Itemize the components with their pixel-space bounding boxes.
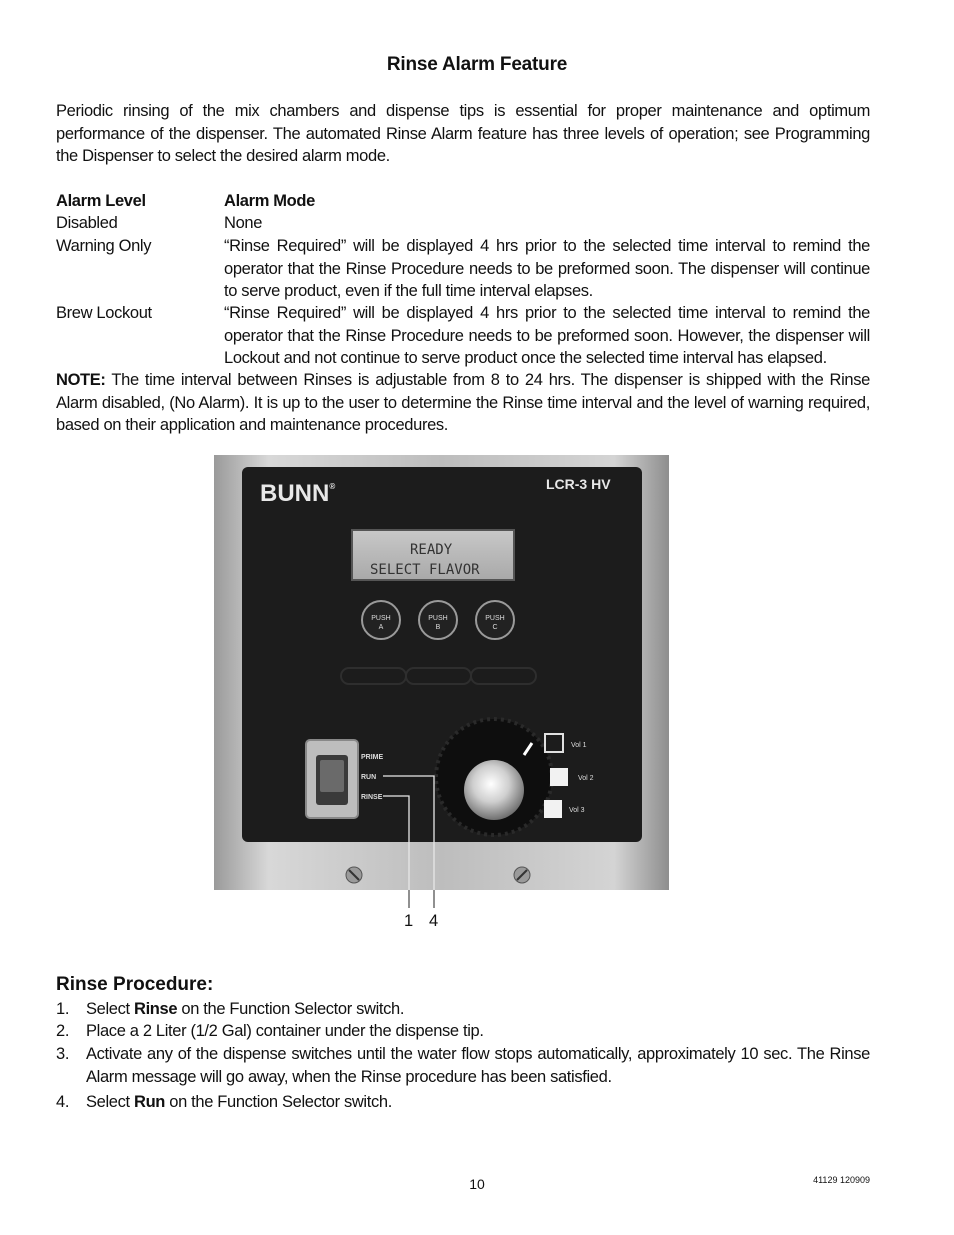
callout-4: 4 (429, 912, 439, 930)
screw-icon (346, 867, 362, 883)
alarm-level: Disabled (56, 214, 118, 232)
step-text: Select Rinse on the Function Selector switch. (86, 1000, 405, 1018)
alarm-mode: “Rinse Required” will be displayed 4 hrs prior to the selected time interval to remind the operator that the Rinse Procedure needs to be preformed soon. However, the dispenser will Lockout and not continue to serve product once the selected time interval has elapsed. (224, 304, 870, 367)
alarm-mode: “Rinse Required” will be displayed 4 hrs prior to the selected time interval to remind the operator that the Rinse Procedure needs to be preformed soon. The dispenser will continue to serve product, even if the full time interval elapses. (224, 237, 870, 300)
svg-text:PUSH: PUSH (485, 615, 505, 622)
vol-1-indicator (545, 734, 563, 752)
vol-3-label: Vol 3 (569, 807, 585, 814)
vol-2-indicator (550, 768, 568, 786)
push-button-b[interactable] (419, 601, 457, 639)
alarm-level-header: Alarm Level (56, 192, 146, 210)
vol-2-label: Vol 2 (578, 775, 594, 782)
step-number: 2. (56, 1022, 70, 1040)
step-text: Place a 2 Liter (1/2 Gal) container under the dispense tip. (86, 1022, 484, 1040)
svg-text:B: B (435, 624, 441, 631)
callout-1: 1 (404, 912, 414, 930)
alarm-level: Brew Lockout (56, 304, 152, 322)
control-panel-photo (214, 455, 669, 890)
step-number: 3. (56, 1045, 70, 1063)
note-label: NOTE: (56, 371, 106, 389)
screw-icon (514, 867, 530, 883)
callout-lines (400, 890, 440, 910)
page-title: Rinse Alarm Feature (386, 54, 568, 75)
prime-label: PRIME (361, 754, 384, 761)
alarm-table-row (56, 235, 870, 302)
alarm-table-row (56, 302, 870, 369)
lcd-line-2: SELECT FLAVOR (370, 562, 480, 578)
model-label: LCR-3 HV (546, 476, 611, 492)
vol-3-indicator (544, 800, 562, 818)
brand-logo: BUNN® (260, 480, 336, 507)
step-text: Activate any of the dispense switches until the water flow stops automatically, approximately 10 sec. The Rinse Alarm message will go away, when the Rinse procedure has been satisfied. (86, 1045, 870, 1086)
run-label: RUN (361, 774, 377, 781)
svg-text:C: C (492, 624, 498, 631)
alarm-table-header (56, 190, 870, 212)
intro-paragraph: Periodic rinsing of the mix chambers and dispense tips is essential for proper maintenance and optimum performance of the dispenser. The automated Rinse Alarm feature has three levels of operation; see Programming the Dispenser to select the desired alarm mode. (56, 102, 870, 165)
note-paragraph (56, 369, 870, 437)
procedure-title: Rinse Procedure: (56, 974, 214, 995)
document-code: 41129 120909 (813, 1175, 870, 1185)
note-text: The time interval between Rinses is adjustable from 8 to 24 hrs. The dispenser is shipped with the Rinse Alarm disabled, (No Alarm). It is up to the user to determine the Rinse time interval and the level of warning required, based on their application and maintenance procedures. (56, 371, 870, 434)
alarm-mode: None (224, 214, 263, 232)
push-button-a[interactable] (362, 601, 400, 639)
svg-text:PUSH: PUSH (428, 615, 448, 622)
alarm-mode-header: Alarm Mode (224, 192, 315, 210)
volume-knob[interactable] (436, 719, 552, 835)
svg-text:A: A (378, 624, 384, 631)
alarm-table-row (56, 212, 870, 234)
step-text: Select Run on the Function Selector switch. (86, 1093, 392, 1111)
vol-1-label: Vol 1 (571, 742, 587, 749)
svg-text:PUSH: PUSH (371, 615, 391, 622)
alarm-level: Warning Only (56, 237, 152, 255)
rinse-label: RINSE (361, 794, 383, 801)
lcd-line-1: READY (410, 542, 453, 558)
page-number: 10 (469, 1176, 485, 1192)
step-number: 4. (56, 1093, 70, 1111)
step-number: 1. (56, 1000, 70, 1018)
push-button-c[interactable] (476, 601, 514, 639)
function-selector-switch[interactable] (306, 740, 358, 818)
